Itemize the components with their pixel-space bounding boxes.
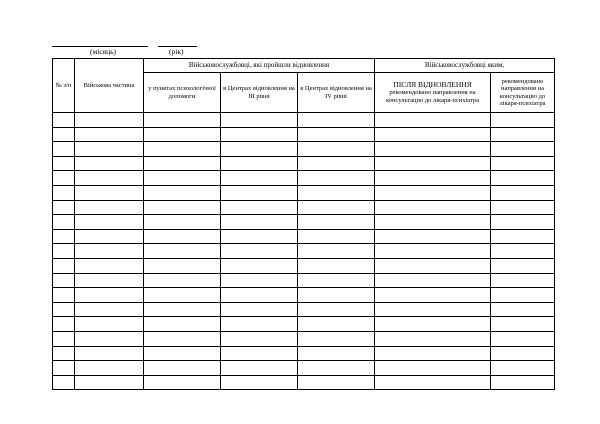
cell-psych-points[interactable] xyxy=(144,361,221,376)
cell-unit[interactable] xyxy=(75,215,144,230)
cell-centers-iv[interactable] xyxy=(298,302,375,317)
cell-number[interactable] xyxy=(53,200,75,215)
cell-recommended-psychiatrist[interactable] xyxy=(491,244,555,259)
cell-centers-iv[interactable] xyxy=(298,346,375,361)
cell-psych-points[interactable] xyxy=(144,127,221,142)
cell-centers-iii[interactable] xyxy=(221,127,298,142)
cell-unit[interactable] xyxy=(75,302,144,317)
cell-centers-iv[interactable] xyxy=(298,127,375,142)
cell-after-recovery[interactable] xyxy=(375,273,491,288)
cell-centers-iv[interactable] xyxy=(298,375,375,390)
table-row xyxy=(53,200,555,215)
reporting-period xyxy=(52,42,252,58)
cell-after-recovery[interactable] xyxy=(375,375,491,390)
cell-number[interactable] xyxy=(53,244,75,259)
cell-centers-iv[interactable] xyxy=(298,331,375,346)
cell-centers-iii[interactable] xyxy=(221,142,298,157)
cell-number[interactable] xyxy=(53,361,75,376)
cell-number[interactable] xyxy=(53,375,75,390)
cell-number[interactable] xyxy=(53,171,75,186)
table-row xyxy=(53,317,555,332)
cell-psych-points[interactable] xyxy=(144,171,221,186)
cell-psych-points[interactable] xyxy=(144,200,221,215)
cell-number[interactable] xyxy=(53,288,75,303)
month-label: (місяць) xyxy=(90,47,117,56)
cell-recommended-psychiatrist[interactable] xyxy=(491,113,555,128)
table-body xyxy=(53,113,555,390)
cell-centers-iv[interactable] xyxy=(298,113,375,128)
cell-unit[interactable] xyxy=(75,317,144,332)
after-recovery-text: рекомендовано направлення на консультацію до лікаря-психіатра xyxy=(385,89,480,104)
cell-unit[interactable] xyxy=(75,258,144,273)
cell-recommended-psychiatrist[interactable] xyxy=(491,302,555,317)
cell-recommended-psychiatrist[interactable] xyxy=(491,361,555,376)
cell-centers-iii[interactable] xyxy=(221,244,298,259)
cell-centers-iii[interactable] xyxy=(221,317,298,332)
cell-centers-iv[interactable] xyxy=(298,258,375,273)
cell-recommended-psychiatrist[interactable] xyxy=(491,346,555,361)
cell-psych-points[interactable] xyxy=(144,258,221,273)
cell-centers-iv[interactable] xyxy=(298,244,375,259)
year-label: (рік) xyxy=(169,47,184,56)
cell-number[interactable] xyxy=(53,317,75,332)
column-header-after-recovery xyxy=(375,73,491,113)
cell-unit[interactable] xyxy=(75,127,144,142)
cell-centers-iii[interactable] xyxy=(221,229,298,244)
table-row xyxy=(53,215,555,230)
cell-after-recovery[interactable] xyxy=(375,317,491,332)
cell-centers-iii[interactable] xyxy=(221,200,298,215)
cell-recommended-psychiatrist[interactable] xyxy=(491,258,555,273)
cell-recommended-psychiatrist[interactable] xyxy=(491,317,555,332)
cell-recommended-psychiatrist[interactable] xyxy=(491,200,555,215)
table-row xyxy=(53,288,555,303)
cell-unit[interactable] xyxy=(75,171,144,186)
cell-centers-iii[interactable] xyxy=(221,156,298,171)
cell-recommended-psychiatrist[interactable] xyxy=(491,127,555,142)
cell-centers-iii[interactable] xyxy=(221,258,298,273)
table-row xyxy=(53,302,555,317)
cell-unit[interactable] xyxy=(75,200,144,215)
cell-psych-points[interactable] xyxy=(144,229,221,244)
cell-unit[interactable] xyxy=(75,185,144,200)
cell-number[interactable] xyxy=(53,127,75,142)
cell-number[interactable] xyxy=(53,113,75,128)
group-header-recommended: Військовослужбовці яким, xyxy=(375,59,555,73)
cell-after-recovery[interactable] xyxy=(375,302,491,317)
cell-unit[interactable] xyxy=(75,375,144,390)
cell-recommended-psychiatrist[interactable] xyxy=(491,171,555,186)
column-header-psych-points: у пунктах психологічної допомоги xyxy=(144,73,221,113)
cell-after-recovery[interactable] xyxy=(375,171,491,186)
table-row xyxy=(53,142,555,157)
cell-after-recovery[interactable] xyxy=(375,229,491,244)
cell-unit[interactable] xyxy=(75,156,144,171)
cell-psych-points[interactable] xyxy=(144,215,221,230)
cell-number[interactable] xyxy=(53,258,75,273)
cell-recommended-psychiatrist[interactable] xyxy=(491,229,555,244)
cell-centers-iii[interactable] xyxy=(221,288,298,303)
column-header-unit: Військова частина xyxy=(75,59,144,113)
table-row xyxy=(53,171,555,186)
cell-number[interactable] xyxy=(53,331,75,346)
cell-after-recovery[interactable] xyxy=(375,258,491,273)
table-row xyxy=(53,229,555,244)
cell-centers-iii[interactable] xyxy=(221,361,298,376)
cell-psych-points[interactable] xyxy=(144,156,221,171)
cell-recommended-psychiatrist[interactable] xyxy=(491,288,555,303)
cell-after-recovery[interactable] xyxy=(375,156,491,171)
cell-psych-points[interactable] xyxy=(144,185,221,200)
cell-unit[interactable] xyxy=(75,244,144,259)
cell-after-recovery[interactable] xyxy=(375,113,491,128)
table-row xyxy=(53,375,555,390)
cell-centers-iv[interactable] xyxy=(298,215,375,230)
column-header-centers-iii: в Центрах відновлення на ІІІ рівні xyxy=(221,73,298,113)
table-row xyxy=(53,273,555,288)
cell-centers-iii[interactable] xyxy=(221,215,298,230)
cell-centers-iv[interactable] xyxy=(298,142,375,157)
cell-psych-points[interactable] xyxy=(144,346,221,361)
cell-centers-iv[interactable] xyxy=(298,288,375,303)
cell-unit[interactable] xyxy=(75,361,144,376)
cell-unit[interactable] xyxy=(75,113,144,128)
cell-after-recovery[interactable] xyxy=(375,185,491,200)
cell-recommended-psychiatrist[interactable] xyxy=(491,273,555,288)
cell-psych-points[interactable] xyxy=(144,142,221,157)
table-row xyxy=(53,244,555,259)
cell-recommended-psychiatrist[interactable] xyxy=(491,185,555,200)
table-row xyxy=(53,361,555,376)
cell-centers-iv[interactable] xyxy=(298,200,375,215)
cell-unit[interactable] xyxy=(75,142,144,157)
cell-unit[interactable] xyxy=(75,229,144,244)
cell-unit[interactable] xyxy=(75,331,144,346)
cell-psych-points[interactable] xyxy=(144,302,221,317)
cell-recommended-psychiatrist[interactable] xyxy=(491,142,555,157)
cell-psych-points[interactable] xyxy=(144,331,221,346)
header-row-1 xyxy=(53,59,555,73)
cell-centers-iv[interactable] xyxy=(298,171,375,186)
cell-psych-points[interactable] xyxy=(144,288,221,303)
cell-centers-iv[interactable] xyxy=(298,156,375,171)
cell-psych-points[interactable] xyxy=(144,113,221,128)
group-header-recovered: Військовослужбовці, які пройшли відновлення xyxy=(144,59,375,73)
after-recovery-title: ПІСЛЯ ВІДНОВЛЕННЯ xyxy=(393,79,472,89)
cell-centers-iii[interactable] xyxy=(221,171,298,186)
cell-after-recovery[interactable] xyxy=(375,331,491,346)
cell-centers-iv[interactable] xyxy=(298,229,375,244)
cell-recommended-psychiatrist[interactable] xyxy=(491,215,555,230)
cell-psych-points[interactable] xyxy=(144,317,221,332)
cell-after-recovery[interactable] xyxy=(375,288,491,303)
table-row xyxy=(53,113,555,128)
cell-centers-iii[interactable] xyxy=(221,302,298,317)
cell-number[interactable] xyxy=(53,346,75,361)
cell-centers-iii[interactable] xyxy=(221,346,298,361)
cell-unit[interactable] xyxy=(75,346,144,361)
cell-psych-points[interactable] xyxy=(144,375,221,390)
cell-centers-iii[interactable] xyxy=(221,375,298,390)
cell-recommended-psychiatrist[interactable] xyxy=(491,375,555,390)
table-row xyxy=(53,156,555,171)
table-row xyxy=(53,127,555,142)
report-table xyxy=(52,58,555,390)
cell-centers-iii[interactable] xyxy=(221,113,298,128)
cell-psych-points[interactable] xyxy=(144,273,221,288)
cell-after-recovery[interactable] xyxy=(375,361,491,376)
cell-centers-iv[interactable] xyxy=(298,185,375,200)
cell-number[interactable] xyxy=(53,273,75,288)
cell-unit[interactable] xyxy=(75,273,144,288)
cell-number[interactable] xyxy=(53,142,75,157)
column-header-recommended-psychiatrist: рекомендовано направлення на консультацію до лікаря-психіатра xyxy=(491,73,555,113)
column-header-centers-iv: в Центрах відновлення на IV рівні xyxy=(298,73,375,113)
cell-centers-iii[interactable] xyxy=(221,331,298,346)
cell-after-recovery[interactable] xyxy=(375,142,491,157)
cell-number[interactable] xyxy=(53,156,75,171)
cell-centers-iv[interactable] xyxy=(298,317,375,332)
table-row xyxy=(53,346,555,361)
column-header-number: № з/п xyxy=(53,59,75,113)
table-row xyxy=(53,185,555,200)
cell-after-recovery[interactable] xyxy=(375,346,491,361)
cell-recommended-psychiatrist[interactable] xyxy=(491,331,555,346)
cell-number[interactable] xyxy=(53,229,75,244)
cell-after-recovery[interactable] xyxy=(375,127,491,142)
cell-psych-points[interactable] xyxy=(144,244,221,259)
cell-after-recovery[interactable] xyxy=(375,244,491,259)
table-row xyxy=(53,331,555,346)
cell-unit[interactable] xyxy=(75,288,144,303)
cell-number[interactable] xyxy=(53,215,75,230)
cell-centers-iii[interactable] xyxy=(221,273,298,288)
cell-centers-iv[interactable] xyxy=(298,361,375,376)
cell-number[interactable] xyxy=(53,302,75,317)
cell-centers-iv[interactable] xyxy=(298,273,375,288)
table-row xyxy=(53,258,555,273)
cell-after-recovery[interactable] xyxy=(375,215,491,230)
cell-after-recovery[interactable] xyxy=(375,200,491,215)
cell-recommended-psychiatrist[interactable] xyxy=(491,156,555,171)
cell-number[interactable] xyxy=(53,185,75,200)
cell-centers-iii[interactable] xyxy=(221,185,298,200)
